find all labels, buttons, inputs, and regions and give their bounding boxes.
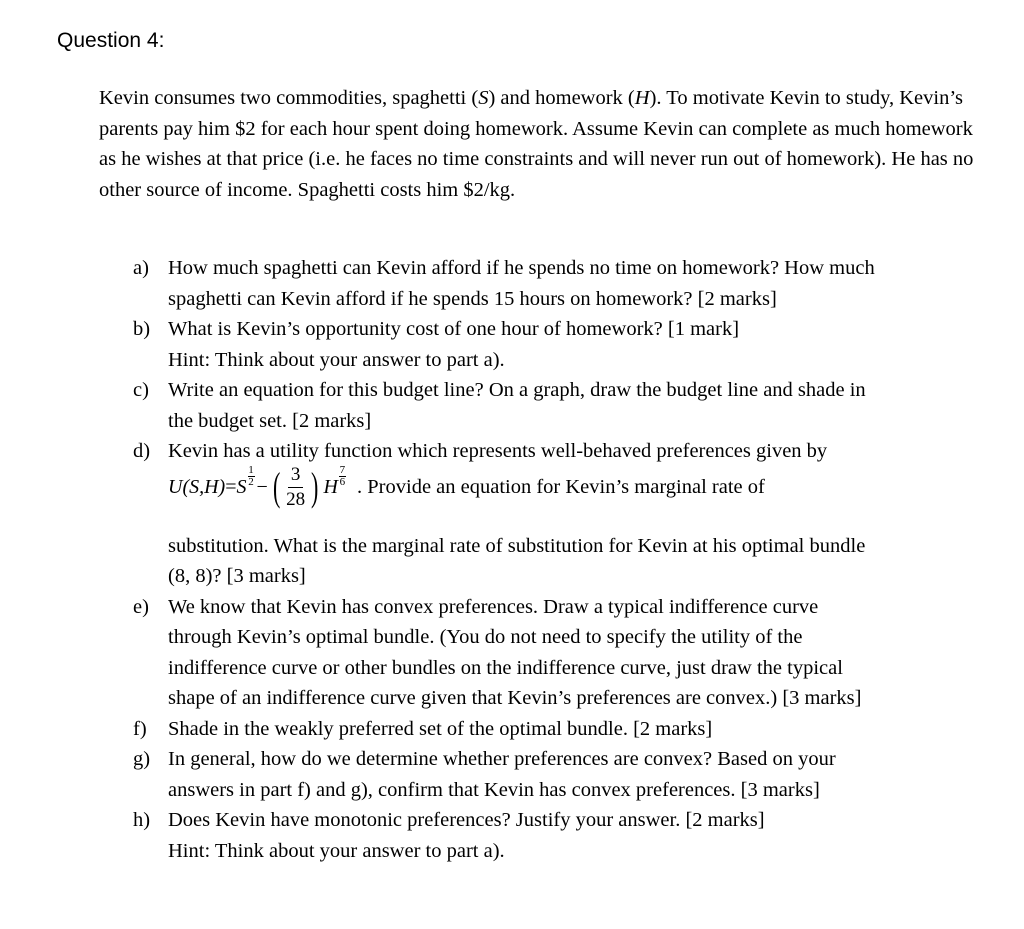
utility-formula-line	[168, 463, 973, 535]
part-h	[133, 805, 973, 866]
part-label: c)	[133, 379, 149, 401]
coefficient-den: 28	[286, 488, 306, 510]
utility-symbol: U	[168, 475, 183, 498]
part-label: b)	[133, 318, 151, 340]
s-exponent-num: 1	[248, 463, 254, 476]
part-label: h)	[133, 809, 151, 831]
part-text: shape of an indifference curve given that Kevin’s preferences are convex.) [3 marks]	[168, 687, 862, 709]
part-a	[133, 253, 973, 314]
s-exponent	[248, 465, 255, 488]
s-base: S	[236, 475, 247, 498]
part-text: Write an equation for this budget line? On a graph, draw the budget line and shade in	[168, 379, 866, 401]
intro-text-c: ). To motivate Kevin to study, Kevin’s parents pay him $2 for each hour spent doing homework. Assume Kevin can complete as much homework as he wishes at that price (i.e. he faces no time constraints and will never run out of homework). He has no other source of income. Spaghetti costs him $2/kg.	[99, 87, 974, 201]
s-exponent-den: 2	[248, 475, 254, 488]
intro-text-a: Kevin consumes two commodities, spaghetti (	[99, 87, 479, 109]
part-f	[133, 714, 973, 745]
part-text: Does Kevin have monotonic preferences? Justify your answer. [2 marks]	[168, 809, 765, 831]
part-text: substitution. What is the marginal rate of substitution for Kevin at his optimal bundle	[168, 534, 866, 557]
part-label: e)	[133, 595, 149, 618]
part-label: g)	[133, 748, 151, 770]
part-text: Shade in the weakly preferred set of the optimal bundle. [2 marks]	[168, 717, 713, 740]
part-text: spaghetti can Kevin afford if he spends 15 hours on homework? [2 marks]	[168, 287, 777, 310]
part-text: We know that Kevin has convex preferences. Draw a typical indifference curve	[168, 595, 819, 618]
part-d	[133, 436, 973, 592]
part-text: indifference curve or other bundles on the indifference curve, just draw the typical	[168, 656, 843, 679]
part-text: (8, 8)? [3 marks]	[168, 565, 306, 587]
question-intro	[99, 83, 979, 205]
left-paren: (	[272, 464, 281, 509]
part-label: d)	[133, 440, 151, 462]
part-text: What is Kevin’s opportunity cost of one hour of homework? [1 mark]	[168, 318, 740, 340]
question-parts	[133, 253, 973, 866]
part-c	[133, 375, 973, 436]
question-title: Question 4:	[57, 29, 165, 52]
part-e	[133, 592, 973, 714]
part-text: How much spaghetti can Kevin afford if he spends no time on homework? How much	[168, 257, 875, 279]
h-exponent	[339, 465, 346, 488]
var-h: H	[634, 87, 650, 109]
minus-sign: −	[256, 475, 268, 498]
part-text: Kevin has a utility function which represents well-behaved preferences given by	[168, 440, 828, 462]
h-exponent-den: 6	[339, 475, 346, 488]
part-label: f)	[133, 717, 147, 740]
utility-args: (S,H)	[182, 475, 226, 498]
var-s: S	[478, 87, 489, 109]
part-text: through Kevin’s optimal bundle. (You do not need to specify the utility of the	[168, 626, 803, 648]
intro-text-b: ) and homework (	[488, 87, 635, 109]
h-exponent-num: 7	[339, 463, 346, 476]
coefficient-fraction	[283, 463, 308, 512]
part-text: the budget set. [2 marks]	[168, 409, 372, 432]
utility-function	[168, 463, 348, 512]
coefficient-num: 3	[288, 463, 304, 488]
h-base: H	[323, 475, 338, 498]
part-text: answers in part f) and g), confirm that Kevin has convex preferences. [3 marks]	[168, 778, 820, 801]
part-g	[133, 744, 973, 805]
part-label: a)	[133, 257, 149, 279]
equals-sign: =	[225, 475, 237, 498]
part-text: . Provide an equation for Kevin’s marginal rate of	[357, 475, 765, 498]
part-text: In general, how do we determine whether preferences are convex? Based on your	[168, 748, 836, 770]
coefficient	[270, 463, 322, 512]
part-hint: Hint: Think about your answer to part a).	[168, 839, 505, 862]
part-hint: Hint: Think about your answer to part a).	[168, 348, 505, 371]
part-b	[133, 314, 973, 375]
intro-paragraph	[99, 83, 979, 205]
right-paren: )	[311, 464, 319, 509]
